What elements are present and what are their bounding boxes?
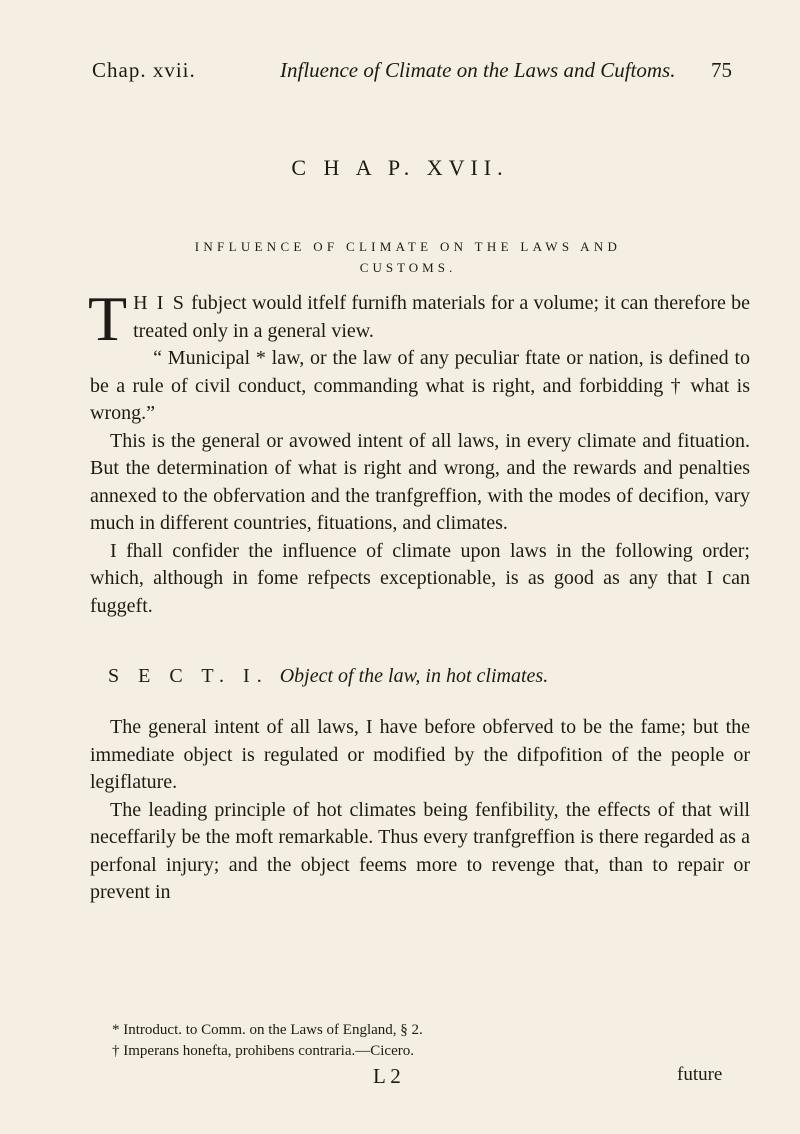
chapter-subtitle-line2: CUSTOMS. — [359, 260, 457, 275]
section-label: S E C T. I. — [108, 665, 269, 687]
section-heading — [108, 665, 548, 688]
intro-paragraph-4: I fhall confider the influence of climate upon laws in the following order; which, although in fome refpects exceptionable, is as good as any that I can fuggeft. — [90, 539, 750, 617]
intro-paragraph-2: “ Municipal * law, or the law of any peculiar ftate or nation, is defined to be a rule of civil conduct, commanding what is right, and forbidding † what is wrong.” — [90, 347, 750, 424]
drop-cap: T — [88, 283, 128, 354]
footnote-1: * Introduct. to Comm. on the Laws of England, § 2. — [112, 1022, 423, 1038]
section-title: Object of the law, in hot climates. — [279, 665, 549, 687]
running-head — [92, 58, 732, 88]
lead-caps: H I S — [133, 292, 186, 314]
chapter-subtitle-line1: INFLUENCE OF CLIMATE ON THE LAWS AND — [194, 239, 622, 254]
running-head-chapter: Chap. xvii. — [92, 58, 196, 82]
section-text — [90, 714, 750, 907]
section-paragraph-2: The leading principle of hot climates being fenfibility, the effects of that will neceffarily be the moft remarkable. Thus every tranfgreffion is there regarded as a perfonal injury; and the object feems more to revenge that, than to repair or prevent in — [90, 798, 750, 903]
page-number: 75 — [711, 58, 732, 82]
footnote-2: † Imperans honefta, prohibens contraria.—Cicero. — [112, 1043, 414, 1059]
catchword: future — [677, 1064, 723, 1085]
signature-mark: L 2 — [373, 1064, 401, 1088]
intro-paragraph-1 — [88, 283, 751, 354]
chapter-heading: C H A P. XVII. — [291, 155, 509, 180]
section-paragraph-1: The general intent of all laws, I have before obferved to be the fame; but the immediate object is regulated or modified by the difpofition of the people or legiflature. — [90, 716, 750, 793]
intro-paragraph-1-text: fubject would itfelf furnifh materials for a volume; it can therefore be treated only in a general view. — [133, 292, 751, 342]
footnotes — [112, 1020, 732, 1062]
intro-text — [88, 283, 751, 620]
intro-paragraph-3: This is the general or avowed intent of all laws, in every climate and fituation. But the determination of what is right and wrong, and the rewards and penalties annexed to the obfervation and the tranfgreffion, with the modes of decifion, vary much in different countries, fituations, and climates. — [90, 429, 750, 534]
running-head-title: Influence of Climate on the Laws and Cuftoms. — [280, 58, 676, 82]
